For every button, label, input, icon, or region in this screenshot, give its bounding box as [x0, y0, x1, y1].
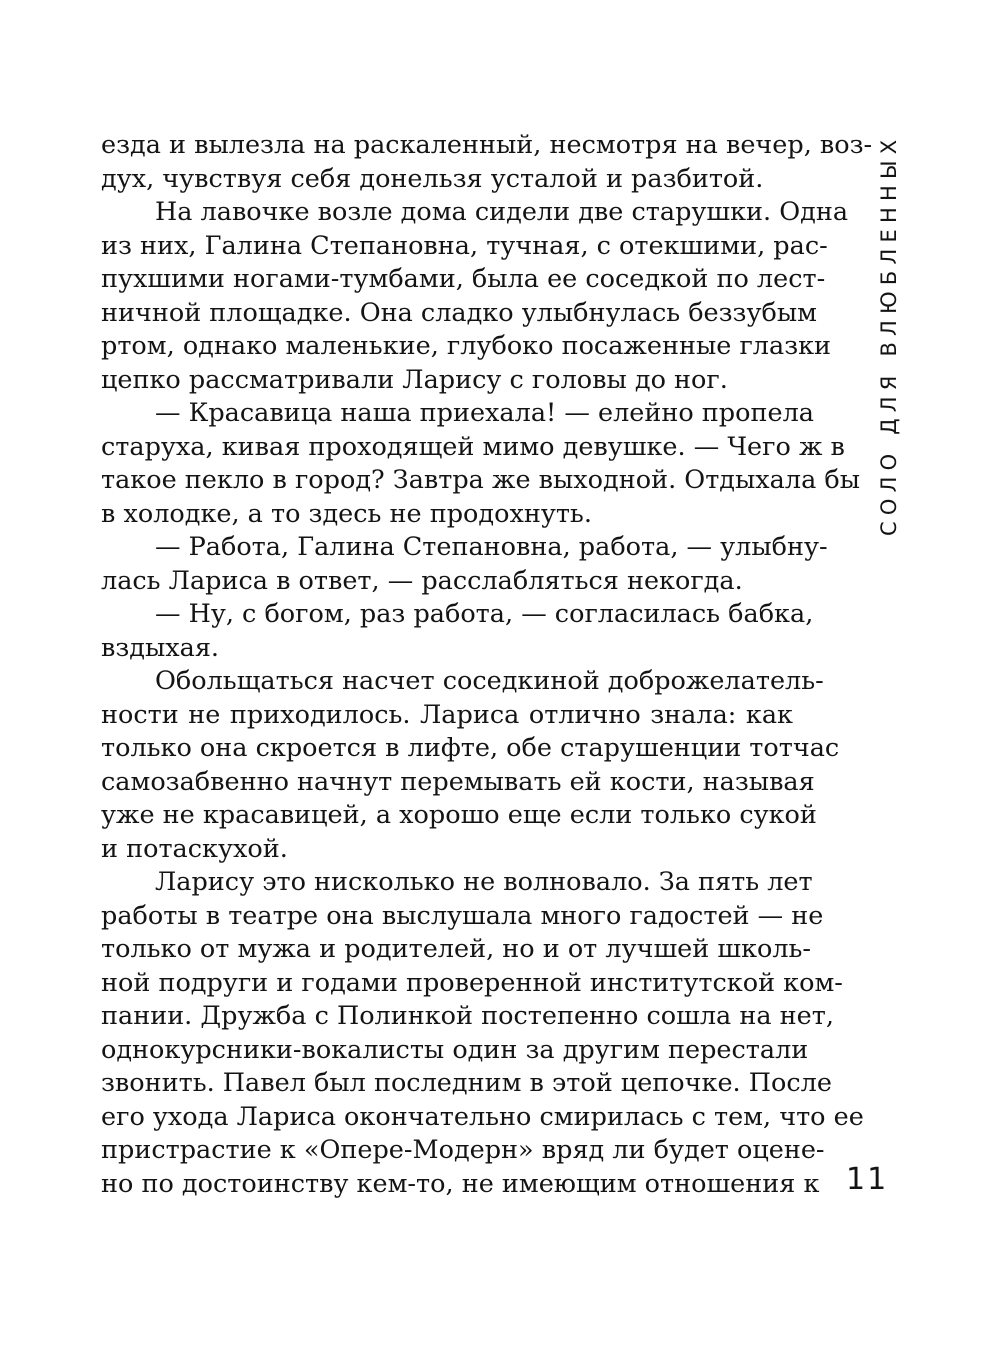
text-line: вздыхая. — [101, 632, 220, 663]
text-line: Обольщаться насчет соседкиной доброжелатель- — [155, 666, 824, 696]
text-line: дух, чувствуя себя донельзя усталой и разбитой. — [101, 163, 764, 194]
text-line: Ларису это нисколько не волновало. За пять лет — [155, 867, 813, 897]
text-line: уже не красавицей, а хорошо еще если только сукой — [101, 800, 817, 830]
text-line: его ухода Лариса окончательно смирилась с тем, что ее — [101, 1101, 864, 1132]
text-line: самозабвенно начнут перемывать ей кости, называя — [101, 766, 815, 797]
text-line: и потаскухой. — [101, 833, 288, 864]
text-line: — Работа, Галина Степановна, работа, — улыбну- — [155, 532, 828, 562]
text-line: из них, Галина Степановна, тучная, с отекшими, рас- — [101, 230, 828, 261]
text-line: ности не приходилось. Лариса отлично знала: как — [101, 699, 793, 730]
text-line: пухшими ногами-тумбами, была ее соседкой по лест- — [101, 264, 826, 294]
text-line: На лавочке возле дома сидели две старушки. Одна — [155, 197, 849, 227]
text-line: пристрастие к «Опере-Модерн» вряд ли будет оцене- — [101, 1135, 825, 1165]
text-line: цепко рассматривали Ларису с головы до ног. — [101, 364, 728, 395]
running-head: СОЛО ДЛЯ ВЛЮБЛЕННЫХ — [877, 133, 901, 536]
text-line: пании. Дружба с Полинкой постепенно сошла на нет, — [101, 1001, 834, 1031]
text-line: только от мужа и родителей, но и от лучшей школь- — [101, 934, 812, 964]
text-line: старуха, кивая проходящей мимо девушке. — Чего ж в — [101, 431, 845, 462]
text-line: ной подруги и годами проверенной институтской ком- — [101, 967, 843, 998]
text-line: — Ну, с богом, раз работа, — согласилась бабка, — [155, 599, 814, 629]
text-line: ничной площадке. Она сладко улыбнулась беззубым — [101, 297, 817, 328]
text-line: — Красавица наша приехала! — елейно пропела — [155, 398, 814, 428]
text-line: однокурсники-вокалисты один за другим перестали — [101, 1034, 809, 1065]
text-line: в холодке, а то здесь не продохнуть. — [101, 498, 592, 529]
page-number: 11 — [846, 1162, 889, 1197]
text-line: ртом, однако маленькие, глубоко посаженные глазки — [101, 331, 832, 361]
text-line: работы в театре она выслушала много гадостей — не — [101, 900, 824, 931]
text-line: езда и вылезла на раскаленный, несмотря на вечер, воз- — [101, 130, 873, 160]
text-line: лась Лариса в ответ, — расслабляться некогда. — [101, 565, 743, 596]
text-line: такое пекло в город? Завтра же выходной. Отдыхала бы — [101, 465, 861, 495]
text-line: но по достоинству кем-то, не имеющим отношения к — [101, 1168, 820, 1199]
text-line: звонить. Павел был последним в этой цепочке. После — [101, 1068, 832, 1098]
text-line: только она скроется в лифте, обе старушенции тотчас — [101, 733, 840, 763]
